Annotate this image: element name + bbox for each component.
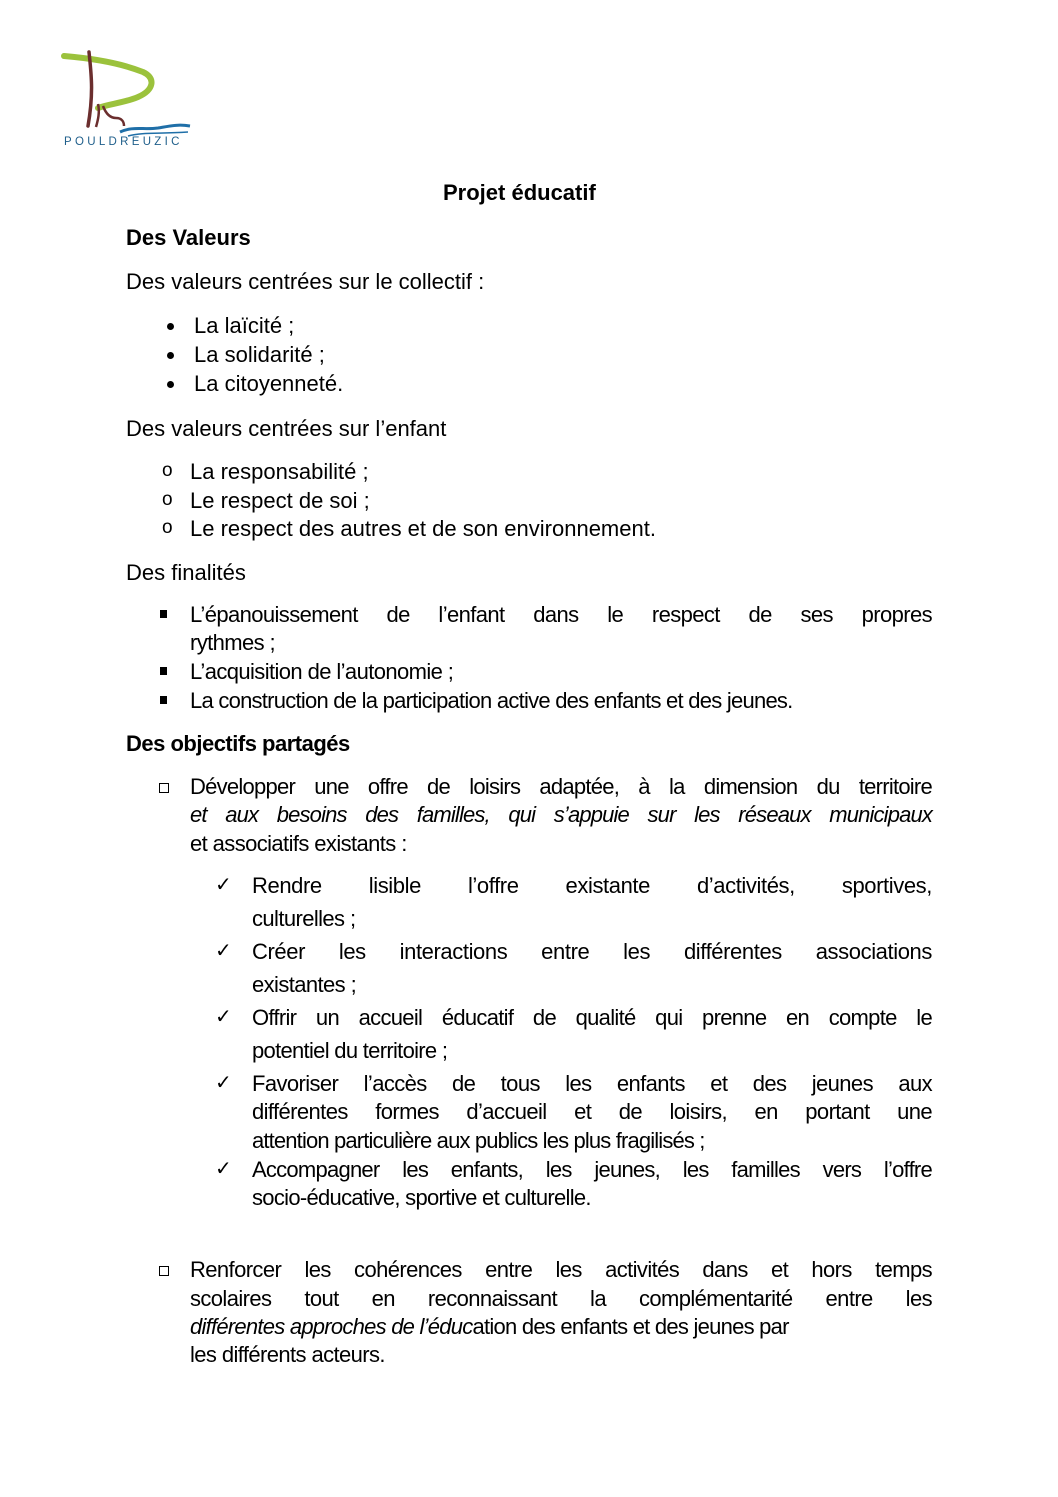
- bullet-circle-icon: o: [162, 460, 173, 481]
- heading-objectifs: Des objectifs partagés: [126, 731, 350, 756]
- bullet-dot-icon: [167, 352, 174, 359]
- sub-item: Offrir un accueil éducatif de qualité qui prenne en compte le: [252, 1005, 932, 1030]
- objective-2-line: scolaires tout en reconnaissant la complémentarité entre les: [190, 1286, 932, 1311]
- objective-2-line: Renforcer les cohérences entre les activités dans et hors temps: [190, 1257, 932, 1282]
- bullet-dot-icon: [167, 323, 174, 330]
- sub-item: Créer les interactions entre les différentes associations: [252, 939, 932, 964]
- text: ation des enfants et des jeunes par: [472, 1314, 789, 1339]
- list-item: Le respect des autres et de son environnement.: [190, 516, 656, 541]
- checkbox-square-icon: [159, 783, 169, 793]
- checkmark-icon: ✓: [215, 872, 232, 896]
- bullet-square-icon: [160, 610, 167, 618]
- heading-valeurs: Des Valeurs: [126, 225, 251, 250]
- checkmark-icon: ✓: [215, 1004, 232, 1028]
- sub-item-continuation: socio-éducative, sportive et culturelle.: [252, 1185, 591, 1210]
- list-item: La citoyenneté.: [194, 371, 344, 396]
- page-title: Projet éducatif: [443, 180, 596, 205]
- heading-finalites: Des finalités: [126, 560, 246, 585]
- enfant-intro: Des valeurs centrées sur l’enfant: [126, 416, 447, 441]
- objective-1-line: et aux besoins des familles, qui s’appuie sur les réseaux municipaux: [190, 802, 932, 827]
- logo-text: POULDREUZIC: [64, 136, 183, 148]
- sub-item-continuation: attention particulière aux publics les plus fragilisés ;: [252, 1128, 705, 1153]
- list-item: La responsabilité ;: [190, 459, 369, 484]
- bullet-dot-icon: [167, 381, 174, 388]
- list-item: L’épanouissement de l’enfant dans le respect de ses propres: [190, 602, 932, 627]
- checkmark-icon: ✓: [215, 938, 232, 962]
- sub-item: Rendre lisible l’offre existante d’activités, sportives,: [252, 873, 932, 898]
- bullet-square-icon: [160, 667, 167, 675]
- objective-2-line: [190, 1314, 789, 1340]
- sub-item: Accompagner les enfants, les jeunes, les familles vers l’offre: [252, 1157, 932, 1182]
- bullet-square-icon: [160, 696, 167, 704]
- checkmark-icon: ✓: [215, 1070, 232, 1094]
- bullet-circle-icon: o: [162, 489, 173, 510]
- sub-item-continuation: potentiel du territoire ;: [252, 1038, 448, 1063]
- list-item: La solidarité ;: [194, 342, 325, 367]
- bullet-circle-icon: o: [162, 517, 173, 538]
- collectif-intro: Des valeurs centrées sur le collectif :: [126, 269, 485, 294]
- sub-item: Favoriser l’accès de tous les enfants et des jeunes aux: [252, 1071, 932, 1096]
- checkbox-square-icon: [159, 1266, 169, 1276]
- list-item: Le respect de soi ;: [190, 488, 370, 513]
- objective-1-line: Développer une offre de loisirs adaptée, à la dimension du territoire: [190, 774, 932, 799]
- logo-graphic-icon: [58, 42, 193, 137]
- list-item-continuation: rythmes ;: [190, 630, 276, 655]
- sub-item-continuation: existantes ;: [252, 972, 357, 997]
- objective-2-line: les différents acteurs.: [190, 1342, 385, 1367]
- sub-item-continuation: culturelles ;: [252, 906, 356, 931]
- pouldreuzic-logo: [58, 42, 193, 154]
- objective-1-line: et associatifs existants :: [190, 831, 407, 856]
- list-item: L’acquisition de l’autonomie ;: [190, 659, 454, 684]
- checkmark-icon: ✓: [215, 1156, 232, 1180]
- sub-item-continuation: différentes formes d’accueil et de loisirs, en portant une: [252, 1099, 932, 1124]
- italic-text: différentes approches de l’éduc: [190, 1314, 473, 1339]
- list-item: La laïcité ;: [194, 313, 295, 338]
- list-item: La construction de la participation active des enfants et des jeunes.: [190, 688, 793, 713]
